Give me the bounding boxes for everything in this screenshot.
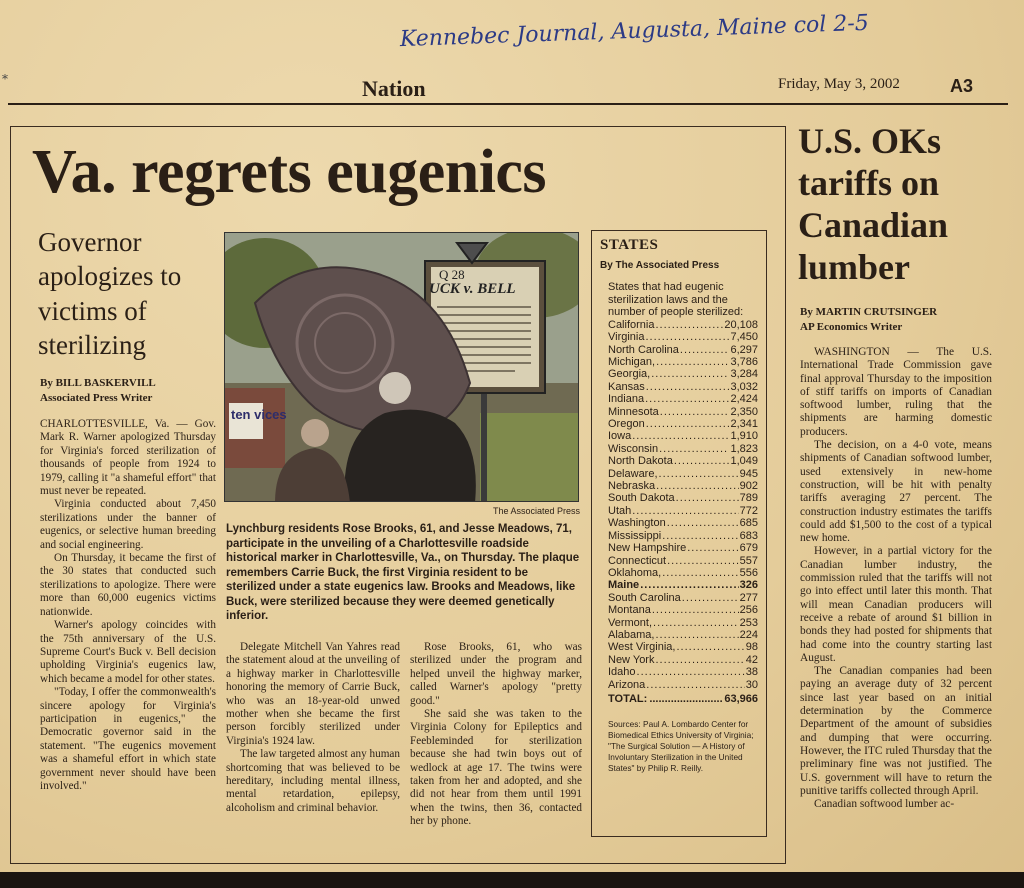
paragraph: Rose Brooks, 61, who was sterilized under the program and helped unveil the highway marker, called Warner's apology "pretty good." (410, 641, 582, 707)
leader-dots (687, 542, 738, 554)
states-sources: Sources: Paul A. Lombardo Center for Biomedical Ethics University of Virginia; "The Surgical Solution — A History of Involuntary Sterilization in the United States" by Philip R. Reilly. (608, 718, 754, 773)
state-row (608, 567, 758, 579)
state-name: New York (608, 653, 655, 666)
leader-dots (637, 666, 745, 678)
state-name: South Dakota (608, 492, 675, 505)
state-row (608, 356, 758, 368)
byline-role: Associated Press Writer (40, 392, 153, 405)
marker-number: Q 28 (439, 267, 465, 282)
state-name: Vermont, (608, 616, 653, 629)
lumber-byline (800, 305, 1000, 336)
state-count: 685 (739, 517, 758, 530)
state-count: 3,032 (730, 380, 758, 393)
lumber-headline: U.S. OKs tariffs on Canadian lumber (798, 121, 949, 288)
main-byline (40, 376, 220, 407)
state-count: 1,049 (730, 455, 758, 468)
state-row (608, 666, 758, 678)
leader-dots (682, 592, 739, 604)
state-count: 7,450 (730, 331, 758, 344)
state-name: Wisconsin (608, 442, 659, 455)
leader-dots (649, 693, 722, 705)
state-name: North Dakota (608, 455, 673, 468)
state-name: Virginia (608, 331, 645, 344)
state-row (608, 505, 758, 517)
state-row (608, 319, 758, 331)
state-row (608, 517, 758, 529)
photo-credit: The Associated Press (492, 506, 580, 516)
state-count: 20,108 (724, 318, 758, 331)
state-name: South Carolina (608, 591, 681, 604)
state-row (608, 455, 758, 467)
leader-dots (640, 579, 738, 591)
state-row (608, 641, 758, 653)
handwritten-note: Kennebec Journal, Augusta, Maine col 2-5 (399, 10, 870, 53)
header-rule (8, 103, 1008, 105)
state-row (608, 430, 758, 442)
state-row (608, 480, 758, 492)
paragraph: However, in a partial victory for the Canadian lumber industry, the commission ruled that the tariffs will not go into effect until later this month. That will mean Canadian producers will receive a rebate of around $1 billion in bonds they had posted for shipments that had come into the country starting last August. (800, 545, 992, 664)
state-row (608, 654, 758, 666)
state-name: Maine (608, 579, 640, 592)
state-row (608, 542, 758, 554)
leader-dots (646, 331, 730, 343)
paragraph: On Thursday, it became the first of the 30 states that conducted such sterilizations to apologize. There were more than 60,000 eugenics victims nationwide. (40, 552, 216, 618)
total-label: TOTAL: (608, 692, 648, 705)
state-name: Delaware, (608, 467, 658, 480)
photo-illustration (225, 233, 579, 502)
news-photo (224, 232, 579, 502)
state-count: 3,786 (730, 356, 758, 368)
state-count: 2,424 (730, 393, 758, 406)
state-name: Idaho (608, 666, 636, 679)
state-count: 2,350 (730, 405, 758, 418)
state-count: 789 (739, 492, 758, 505)
state-count: 1,910 (730, 430, 758, 443)
states-title: STATES (600, 237, 659, 253)
state-row (608, 368, 758, 380)
state-name: North Carolina (608, 343, 679, 356)
state-count: 3,284 (730, 368, 758, 381)
state-count: 6,297 (730, 343, 758, 356)
state-name: Mississippi (608, 529, 662, 542)
page-number: A3 (950, 76, 974, 96)
state-name: Oregon (608, 418, 645, 431)
leader-dots (651, 368, 729, 380)
paragraph: WASHINGTON — The U.S. International Trade Commission gave final approval Thursday to the imposition of stiff tariffs on imports of Canadian softwood lumber, ruling that the shipments are harming domestic producers. (800, 346, 992, 438)
state-name: California (608, 318, 655, 331)
leader-dots (645, 393, 729, 405)
leader-dots (680, 344, 730, 356)
section-name: Nation (362, 76, 426, 101)
state-count: 98 (745, 641, 758, 654)
lumber-story-body (800, 346, 992, 811)
leader-dots (646, 418, 730, 430)
leader-dots (655, 654, 744, 666)
paragraph: CHARLOTTESVILLE, Va. — Gov. Mark R. Warner apologized Thursday for Virginia's forced sterilization of thousands of people from 1924 to 1979, calling it "a shameful effort" that must never be repeated. (40, 418, 216, 498)
paragraph: Virginia conducted about 7,450 sterilizations under the banner of eugenics, or selective human breeding and social engineering. (40, 498, 216, 551)
state-name: Utah (608, 504, 632, 517)
state-row (608, 629, 758, 641)
leader-dots (656, 356, 729, 368)
state-name: Indiana (608, 393, 645, 406)
paragraph: She said she was taken to the Virginia Colony for Epileptics and Feebleminded for sterilization because she had twin boys out of wedlock at age 17. The twins were taken from her and adopted, and she did not hear from them until 1991 when the twins, then 36, contacted her by phone. (410, 708, 582, 828)
state-count: 38 (745, 666, 758, 679)
state-row (608, 555, 758, 567)
state-row (608, 492, 758, 504)
leader-dots (632, 505, 738, 517)
state-row (608, 381, 758, 393)
main-subhead: Governor apologizes to victims of sterilizing (38, 227, 182, 360)
state-name: Iowa (608, 430, 632, 443)
state-name: Georgia, (608, 368, 651, 381)
leader-dots (653, 617, 739, 629)
state-name: Michigan, (608, 356, 656, 368)
marker-title: UCK v. BELL (429, 281, 516, 297)
leader-dots (659, 443, 729, 455)
state-count: 256 (739, 604, 758, 617)
state-count: 42 (745, 653, 758, 666)
state-row (608, 468, 758, 480)
state-name: Oklahoma, (608, 566, 662, 579)
state-count: 30 (745, 678, 758, 691)
state-row (608, 530, 758, 542)
state-name: Connecticut (608, 554, 667, 567)
states-list (600, 319, 758, 691)
state-count: 277 (739, 591, 758, 604)
state-count: 557 (739, 554, 758, 567)
state-name: West Virginia, (608, 641, 676, 654)
leader-dots (662, 530, 738, 542)
paragraph: The Canadian companies had been paying an average duty of 32 percent since last year based on an initial determination by the Commerce Department of the amount of subsidies and dumping that were occurring. However, the ITC ruled Thursday that the preliminary fine was not justified. The U.S. government will have to return the punitive tariffs collected through April. (800, 665, 992, 797)
state-name: Arizona (608, 678, 646, 691)
state-name: Montana (608, 604, 651, 617)
state-count: 679 (739, 542, 758, 555)
state-row (608, 418, 758, 430)
states-total (608, 693, 758, 705)
leader-dots (659, 468, 739, 480)
leader-dots (655, 629, 738, 641)
paragraph: Delegate Mitchell Van Yahres read the statement aloud at the unveiling of a highway marker in Charlottesville honoring the memory of Carrie Buck, who was an 18-year-old unwed mother when she became the first person forcibly sterilized under Virginia's 1924 law. (226, 641, 400, 747)
paragraph: Warner's apology coincides with the 75th anniversary of the U.S. Supreme Court's Buck v. Bell decision upholding Virginia's eugenics law, which became a model for other states. (40, 619, 216, 685)
byline-name: By BILL BASKERVILL (40, 377, 156, 389)
states-sidebar (591, 230, 767, 837)
publication-date: Friday, May 3, 2002 (778, 76, 900, 92)
leader-dots (652, 604, 739, 616)
state-row (608, 579, 758, 591)
state-count: 326 (739, 579, 758, 592)
leader-dots (667, 555, 739, 567)
leader-dots (656, 480, 739, 492)
main-column-1 (40, 418, 216, 793)
state-row (608, 406, 758, 418)
paragraph: "Today, I offer the commonwealth's sincere apology for Virginia's participation in eugenics," the Democratic governor said in the statement. "The eugenics movement was a shameful effort in which state government never should have been involved." (40, 686, 216, 792)
leader-dots (676, 492, 739, 504)
state-count: 945 (739, 467, 758, 480)
states-byline: By The Associated Press (600, 260, 720, 271)
states-intro: States that had eugenic sterilization laws and the number of people sterilized: (608, 281, 744, 319)
state-row (608, 344, 758, 356)
state-name: Washington (608, 517, 666, 530)
leader-dots (676, 641, 744, 653)
state-name: Alabama, (608, 628, 655, 641)
main-column-2 (226, 641, 400, 815)
state-count: 683 (739, 529, 758, 542)
paragraph: The law targeted almost any human shortcoming that was believed to be hereditary, including mental illness, mental retardation, epilepsy, alcoholism and criminal behavior. (226, 748, 400, 814)
leader-dots (667, 517, 739, 529)
leader-dots (646, 381, 730, 393)
main-headline: Va. regrets eugenics (32, 138, 547, 206)
paragraph: The decision, on a 4-0 vote, means shipments of Canadian softwood lumber, used extensively in new-home construction, will be hit with penalty tariffs averaging 27 percent. The construction industry estimates the tariffs could add $1,500 to the cost of a typical new home. (800, 439, 992, 545)
state-count: 2,341 (730, 418, 758, 431)
state-row (608, 393, 758, 405)
state-count: 902 (739, 480, 758, 493)
scan-edge (0, 872, 1024, 888)
state-name: Nebraska (608, 480, 656, 493)
margin-asterisk: * (2, 72, 8, 86)
main-column-3 (410, 641, 582, 829)
state-row (608, 592, 758, 604)
state-row (608, 443, 758, 455)
state-row (608, 679, 758, 691)
state-count: 1,823 (730, 442, 758, 455)
state-name: Minnesota (608, 405, 659, 418)
state-count: 224 (739, 628, 758, 641)
state-row (608, 604, 758, 616)
photo-caption: Lynchburg residents Rose Brooks, 61, and Jesse Meadows, 71, participate in the unveiling of a Charlottesville roadside historical marker in Charlottesville, Va., on Thursday. The plaque remembers Carrie Buck, the first Virginia resident to be sterilized under a state eugenics law. Brooks and Meadows, like Buck, were sterilized because they were deemed genetically inferior. (226, 523, 580, 622)
byline-role: AP Economics Writer (800, 321, 903, 334)
sign-text: ten vices (231, 407, 287, 422)
total-value: 63,966 (724, 692, 758, 705)
state-count: 253 (739, 616, 758, 629)
state-name: Kansas (608, 380, 645, 393)
paragraph: Canadian softwood lumber ac- (814, 798, 955, 811)
byline-name: By MARTIN CRUTSINGER (800, 306, 938, 318)
state-row (608, 331, 758, 343)
leader-dots (674, 455, 730, 467)
leader-dots (646, 679, 744, 691)
state-row (608, 617, 758, 629)
leader-dots (632, 430, 729, 442)
state-name: New Hampshire (608, 542, 687, 555)
leader-dots (660, 406, 730, 418)
leader-dots (655, 319, 723, 331)
state-count: 556 (739, 566, 758, 579)
leader-dots (662, 567, 738, 579)
state-count: 772 (739, 504, 758, 517)
